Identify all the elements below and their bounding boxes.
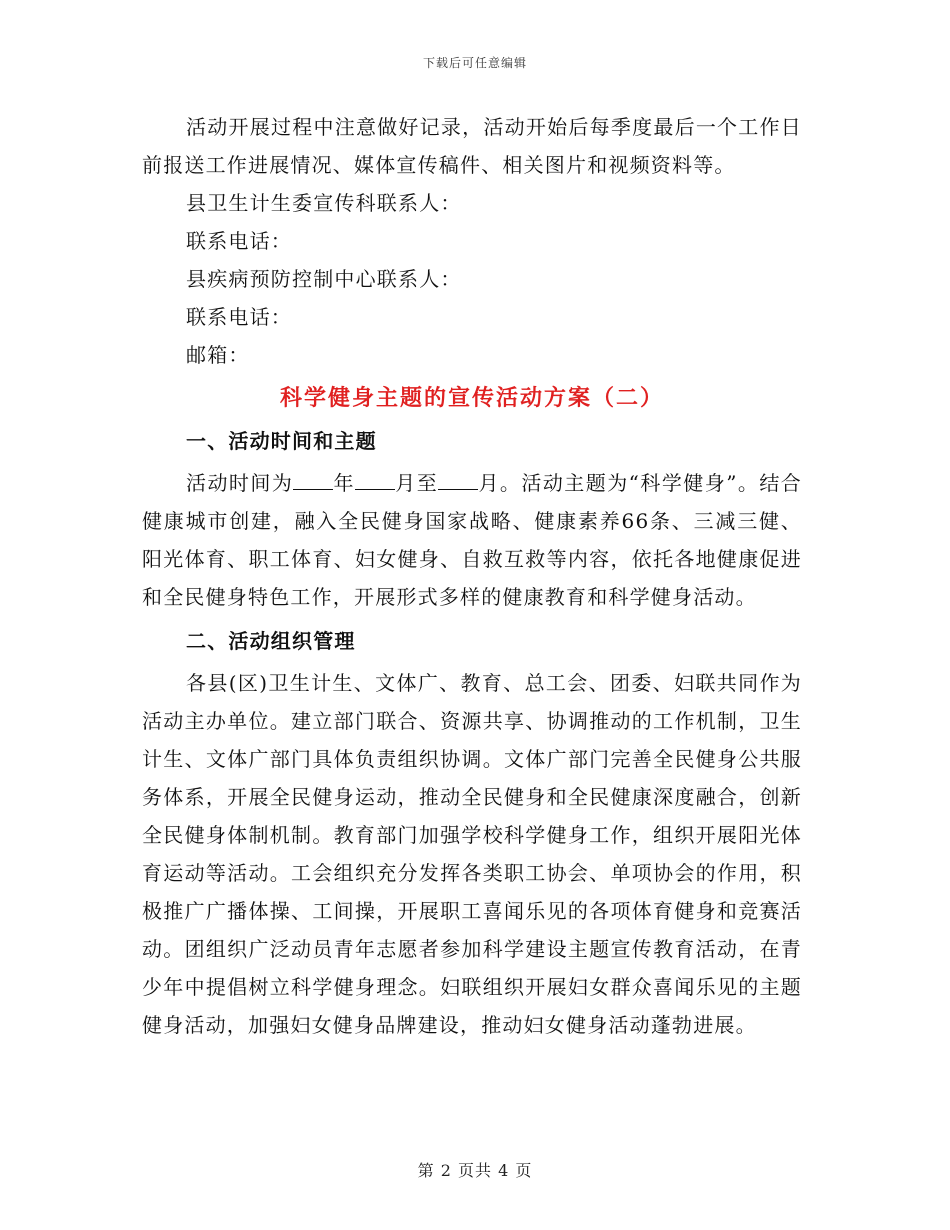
phone-line-1: 联系电话：	[186, 229, 292, 253]
month-to-blank	[438, 467, 478, 490]
document-title: 科学健身主题的宣传活动方案（二）	[279, 385, 664, 411]
document-body	[142, 108, 802, 1044]
month-to-label: 月至	[395, 471, 439, 495]
intro-paragraph: 活动开展过程中注意做好记录，活动开始后每季度最后一个工作日前报送工作进展情况、媒体宣传稿件、相关图片和视频资料等。	[142, 115, 802, 177]
theme-and-body: 活动主题为“科学健身”。结合健康城市创建，融入全民健身国家战略、健康素养66条、三减三健、阳光体育、职工体育、妇女健身、自救互救等内容，依托各地健康促进和全民健身特色工作，开展形式多样的健康教育和科学健身活动。	[142, 471, 803, 609]
section-1-heading: 一、活动时间和主题	[186, 429, 377, 453]
email-line: 邮箱：	[186, 343, 250, 367]
time-prefix: 活动时间为	[186, 471, 294, 495]
year-blank	[293, 467, 333, 490]
phone-line-2: 联系电话：	[186, 305, 292, 329]
section-2-body: 各县(区)卫生计生、文体广、教育、总工会、团委、妇联共同作为活动主办单位。建立部门联合、资源共享、协调推动的工作机制，卫生计生、文体广部门具体负责组织协调。文体广部门完善全民健身公共服务体系，开展全民健身运动，推动全民健身和全民健康深度融合，创新全民健身体制机制。教育部门加强学校科学健身工作，组织开展阳光体育运动等活动。工会组织充分发挥各类职工协会、单项协会的作用，积极推广广播体操、工间操，开展职工喜闻乐见的各项体育健身和竞赛活动。团组织广泛动员青年志愿者参加科学建设主题宣传教育活动，在青少年中提倡树立科学健身理念。妇联组织开展妇女群众喜闻乐见的主题健身活动，加强妇女健身品牌建设，推动妇女健身活动蓬勃进展。	[142, 671, 802, 1037]
page-footer: 第 2 页共 4 页	[417, 1161, 533, 1180]
month-label: 月。	[478, 471, 522, 495]
year-label: 年	[333, 471, 356, 495]
contact-county-line: 县卫生计生委宣传科联系人：	[186, 191, 462, 215]
page-header: 下载后可任意编辑	[422, 56, 527, 70]
contact-cdc-line: 县疾病预防控制中心联系人：	[186, 267, 462, 291]
section-1-body	[142, 464, 802, 616]
section-2-heading: 二、活动组织管理	[186, 629, 356, 653]
month-from-blank	[355, 467, 395, 490]
